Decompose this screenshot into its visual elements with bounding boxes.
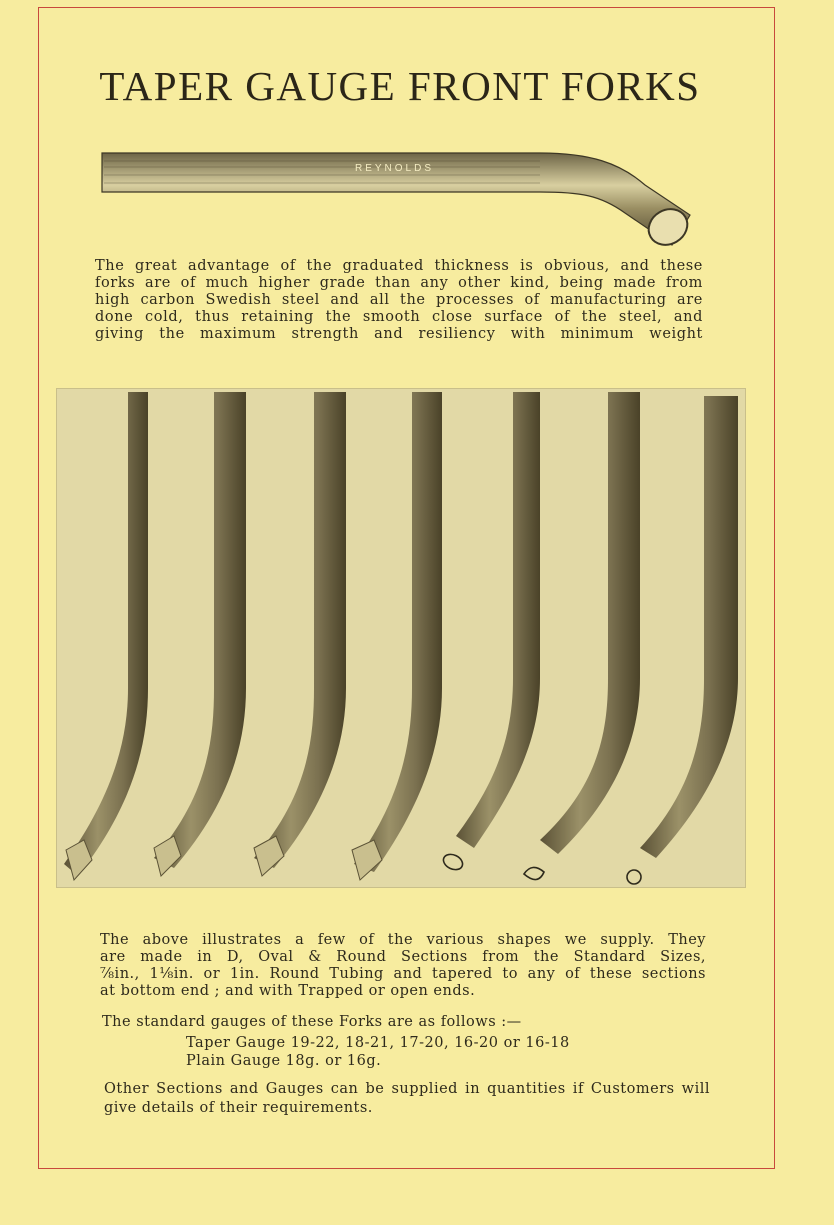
page-title: TAPER GAUGE FRONT FORKS xyxy=(99,63,701,109)
fork-blades-photo xyxy=(56,388,746,888)
closing-line: give details of their requirements. xyxy=(104,1100,373,1116)
gauge-list xyxy=(186,1034,570,1070)
intro-line: done cold, thus retaining the smooth close surface of the steel, and xyxy=(95,309,703,325)
intro-line: The great advantage of the graduated thickness is obvious, and these xyxy=(95,258,703,274)
intro-paragraph xyxy=(95,258,703,343)
closing-line: Other Sections and Gauges can be supplied in quantities if Customers will xyxy=(104,1081,710,1097)
closing-paragraph xyxy=(104,1080,710,1118)
intro-line: giving the maximum strength and resiliency with minimum weight xyxy=(95,326,703,342)
gauges-heading: The standard gauges of these Forks are as follows :— xyxy=(102,1014,522,1030)
tapered-tube-illustration xyxy=(100,145,695,250)
caption-line: The above illustrates a few of the various shapes we supply. They xyxy=(100,932,706,948)
tube-stamp: REYNOLDS xyxy=(355,163,435,174)
intro-line: forks are of much higher grade than any other kind, being made from xyxy=(95,275,703,291)
intro-line: high carbon Swedish steel and all the processes of manufacturing are xyxy=(95,292,703,308)
caption-line: ⅞in., 1⅛in. or 1in. Round Tubing and tapered to any of these sections xyxy=(100,966,706,982)
caption-line: at bottom end ; and with Trapped or open ends. xyxy=(100,983,476,999)
gauge-item: Taper Gauge 19-22, 18-21, 17-20, 16-20 or 16-18 xyxy=(186,1035,570,1051)
gauge-item: Plain Gauge 18g. or 16g. xyxy=(186,1053,382,1069)
caption-line: are made in D, Oval & Round Sections from the Standard Sizes, xyxy=(100,949,706,965)
caption-paragraph xyxy=(100,932,706,1000)
